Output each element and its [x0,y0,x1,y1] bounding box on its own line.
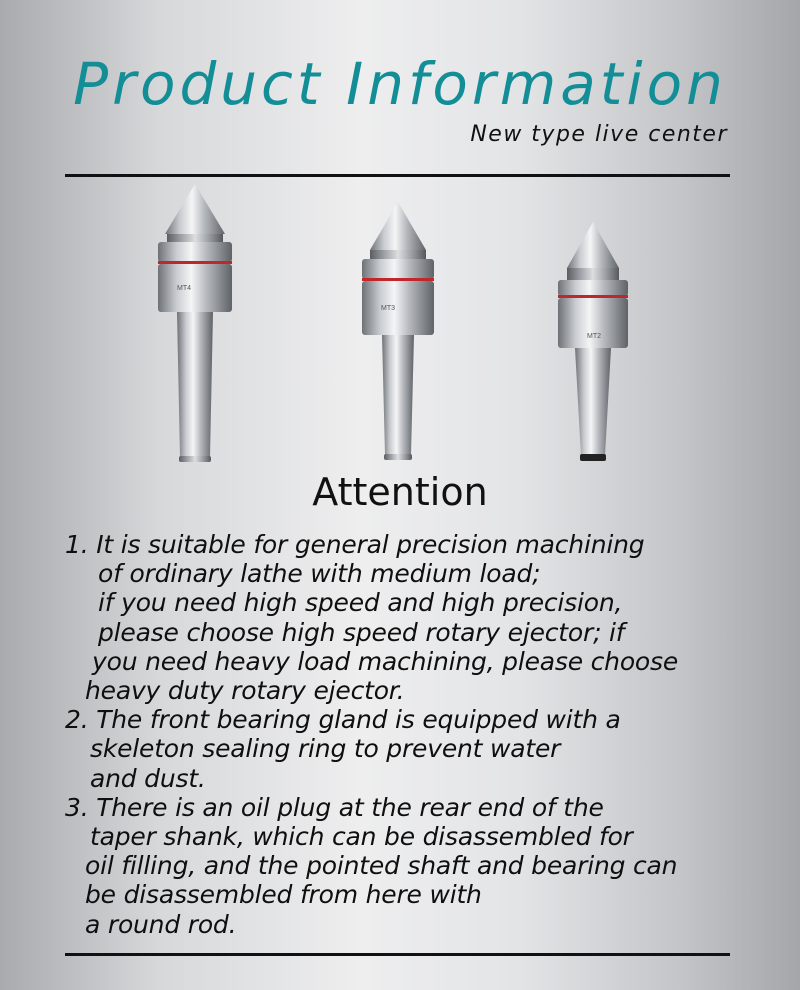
note-line: skeleton sealing ring to prevent water [90,734,561,764]
note-line: 3. There is an oil plug at the rear end of the [65,792,604,822]
bottom-divider [65,953,730,956]
note-line: if you need high speed and high precision, [98,588,623,618]
note-line: of ordinary lathe with medium load; [98,559,541,589]
note-line: please choose high speed rotary ejector; if [98,617,625,647]
product-label-mt2: MT2 [587,333,601,340]
page-subtitle: New type live center [470,122,728,147]
product-label-mt3: MT3 [381,305,395,312]
note-line: and dust. [90,763,206,793]
note-line: 1. It is suitable for general precision machining [65,530,645,559]
top-divider [65,174,730,177]
note-line: you need heavy load machining, please choose [92,646,679,676]
live-center-mt2 [553,220,633,465]
attention-heading: Attention [312,470,488,514]
note-line: taper shank, which can be disassembled for [90,822,633,852]
live-center-mt4 [155,182,235,467]
note-line: heavy duty rotary ejector. [85,676,405,706]
note-line: oil filling, and the pointed shaft and bearing can [85,851,678,881]
note-line: be disassembled from here with [85,880,482,910]
attention-notes [65,530,765,939]
live-center-mt3 [358,200,438,465]
product-label-mt4: MT4 [177,285,191,292]
note-line: a round rod. [85,909,237,939]
page-title: Product Information [73,50,727,118]
note-line: 2. The front bearing gland is equipped with a [65,705,621,735]
